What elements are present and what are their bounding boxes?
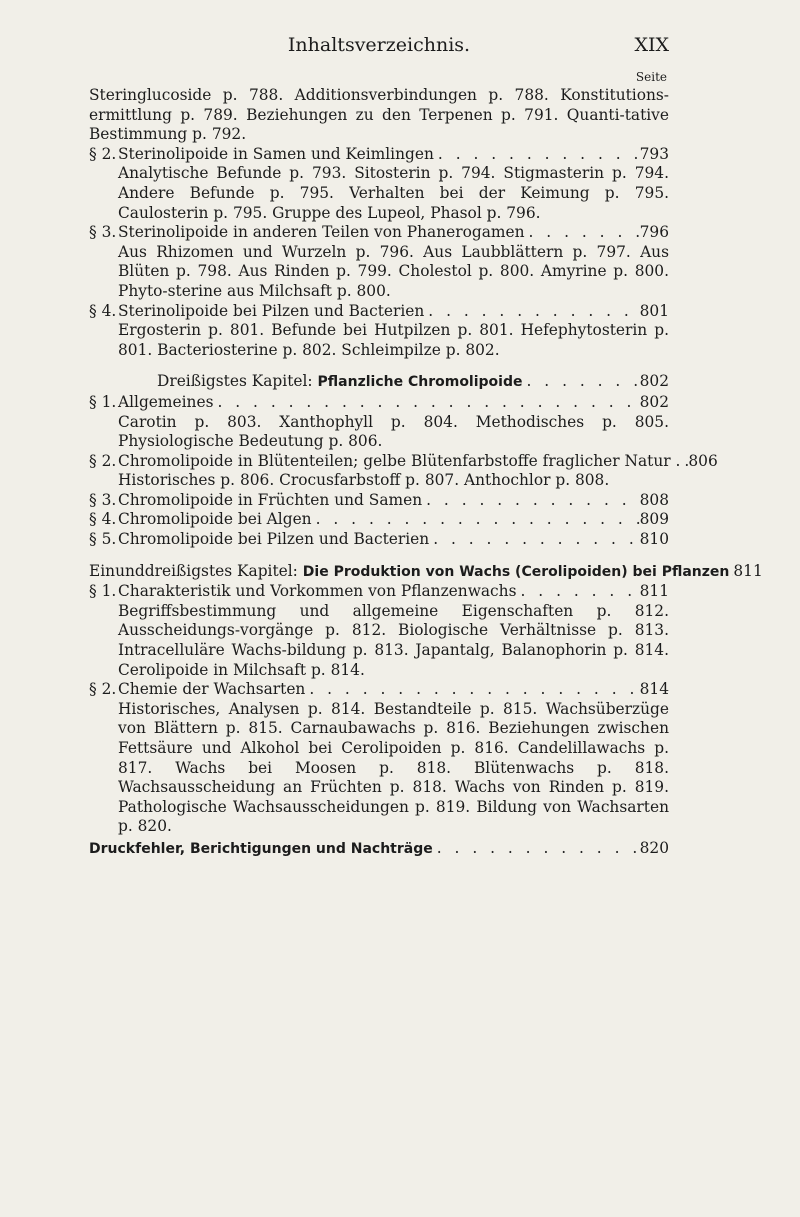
section-page: 802 [639, 392, 669, 411]
intro-text: Steringlucoside p. 788. Additionsverbindungen p. 788. Konstitutions-ermittlung p. 789. Beziehungen zu den Terpenen p. 791. Quanti-tative Bestimmung p. 792. [89, 86, 669, 144]
toc-entry [89, 680, 669, 837]
section-number: § 3. [89, 490, 117, 509]
chapter-31-page: 811 [733, 561, 763, 580]
final-entry [89, 839, 669, 860]
toc-entry [89, 145, 669, 223]
toc-entry [89, 582, 669, 680]
section-title: Allgemeines [118, 392, 214, 411]
section-page: 806 [688, 451, 718, 470]
toc-entry [89, 223, 669, 301]
section-page: 814 [639, 680, 669, 699]
final-title: Druckfehler, Berichtigungen und Nachträge [89, 840, 433, 857]
section-page: 808 [639, 490, 669, 509]
leader-dots [424, 302, 639, 322]
leader-dots [429, 530, 639, 550]
entries-chapter-30 [89, 392, 718, 550]
section-description: Aus Rhizomen und Wurzeln p. 796. Aus Laubblättern p. 797. Aus Blüten p. 798. Aus Rinden p. 799. Cholestol p. 800. Amyrine p. 800. Phyto-sterine aus Milchsaft p. 800. [118, 242, 669, 300]
page-number: XIX [634, 34, 669, 56]
section-title: Chromolipoide in Blütenteilen; gelbe Blütenfarbstoffe fraglicher Natur . [118, 451, 681, 470]
section-page: 796 [639, 223, 669, 242]
section-page: 810 [639, 530, 669, 549]
section-page: 809 [639, 510, 669, 529]
chapter-30-page: 802 [639, 372, 669, 391]
final-page: 820 [639, 838, 669, 857]
toc-entry [89, 302, 669, 361]
entries-chapter-29 [89, 145, 669, 361]
section-title: Sterinolipoide in Samen und Keimlingen [118, 144, 434, 163]
section-number: § 2. [89, 680, 117, 699]
section-description: Ergosterin p. 801. Befunde bei Hutpilzen p. 801. Hefephytosterin p. 801. Bacteriosterine p. 802. Schleimpilze p. 802. [118, 321, 669, 359]
section-page: 801 [639, 301, 669, 320]
leader-dots [312, 510, 640, 530]
section-number: § 1. [89, 392, 117, 411]
section-title: Sterinolipoide in anderen Teilen von Phanerogamen [118, 223, 525, 242]
seite-label: Seite [635, 70, 667, 84]
section-description: Historisches, Analysen p. 814. Bestandteile p. 815. Wachsüberzüge von Blättern p. 815. Carnaubawachs p. 816. Beziehungen zwischen Fettsäure und Alkohol bei Cerolipoiden p. 816. Candelillawachs p. 817. Wachs bei Moosen p. 818. Blütenwachs p. 818. Wachsausscheidung an Früchten p. 818. Wachs von Rinden p. 819. Pathologische Wachsausscheidungen p. 819. Bildung von Wachsarten p. 820. [118, 699, 669, 836]
leader-dots [525, 223, 640, 243]
chapter-31-prefix: Einunddreißigstes Kapitel: [89, 561, 298, 580]
section-number: § 1. [89, 582, 117, 601]
section-number: § 4. [89, 510, 117, 529]
page-header [89, 34, 669, 64]
toc-entry [89, 491, 669, 511]
toc-content [89, 86, 763, 860]
leader-dots [517, 582, 640, 602]
leader-dots [433, 839, 640, 859]
leader-dots [434, 145, 640, 165]
section-title: Chemie der Wachsarten [118, 680, 306, 699]
entries-chapter-31 [89, 582, 669, 837]
toc-entry [89, 393, 669, 452]
section-number: § 4. [89, 301, 117, 320]
section-description: Analytische Befunde p. 793. Sitosterin p. 794. Stigmasterin p. 794. Andere Befunde p. 795. Verhalten bei der Keimung p. 795. Caulosterin p. 795. Gruppe des Lupeol, Phasol p. 796. [118, 164, 669, 222]
leader-dots [422, 491, 639, 511]
page-title: Inhaltsverzeichnis. [287, 34, 471, 56]
section-description: Historisches p. 806. Crocusfarbstoff p. 807. Anthochlor p. 808. [118, 471, 610, 490]
leader-dots [523, 372, 640, 392]
section-number: § 3. [89, 223, 117, 242]
chapter-31-heading [89, 561, 763, 583]
section-number: § 2. [89, 451, 117, 470]
section-number: § 5. [89, 530, 117, 549]
section-title: Chromolipoide bei Pilzen und Bacterien [118, 530, 430, 549]
toc-entry [89, 530, 669, 550]
chapter-30-heading [89, 372, 669, 393]
section-number: § 2. [89, 144, 117, 163]
section-page: 811 [639, 582, 669, 601]
chapter-31-title: Die Produktion von Wachs (Cerolipoiden) bei Pflanzen [302, 563, 730, 580]
section-description: Carotin p. 803. Xanthophyll p. 804. Methodisches p. 805. Physiologische Bedeutung p. 806. [118, 412, 669, 451]
toc-entry [89, 510, 669, 530]
leader-dots [213, 393, 639, 413]
section-title: Chromolipoide in Früchten und Samen [118, 490, 423, 509]
chapter-30-title: Pflanzliche Chromolipoide [317, 374, 523, 391]
section-title: Chromolipoide bei Algen [118, 510, 312, 529]
section-title: Sterinolipoide bei Pilzen und Bacterien [118, 301, 425, 320]
chapter-30-prefix: Dreißigstes Kapitel: [157, 372, 313, 391]
section-description: Begriffsbestimmung und allgemeine Eigenschaften p. 812. Ausscheidungs-vorgänge p. 812. Biologische Verhältnisse p. 813. Intracelluläre Wachs-bildung p. 813. Japantalg, Balanophorin p. 814. Cerolipoide in Milchsaft p. 814. [118, 601, 669, 679]
toc-entry [89, 451, 718, 491]
section-page: 793 [639, 144, 669, 163]
leader-dots [305, 680, 639, 700]
section-title: Charakteristik und Vorkommen von Pflanzenwachs [118, 582, 517, 601]
leader-dots [680, 452, 688, 472]
